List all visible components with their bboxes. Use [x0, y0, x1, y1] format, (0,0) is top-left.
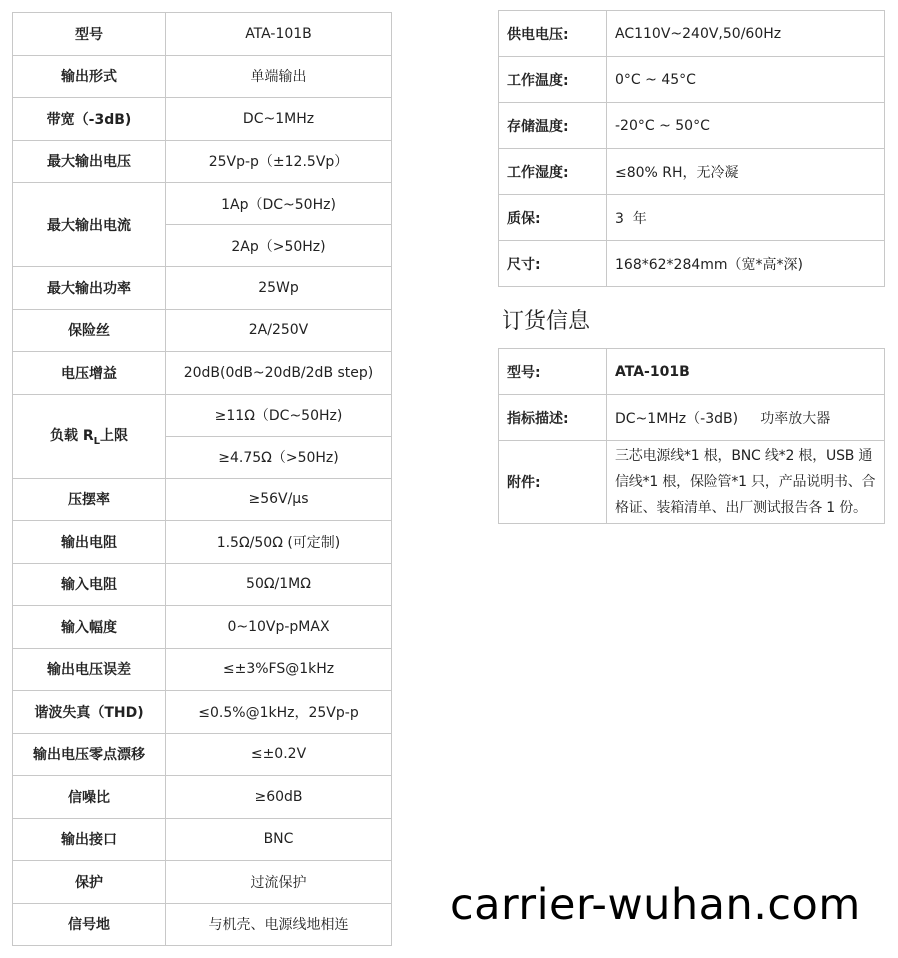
power-value: 168*62*284mm（宽*高*深) — [607, 241, 885, 287]
spec-value: 1Ap（DC~50Hz) — [166, 183, 392, 225]
table-row — [13, 776, 392, 819]
power-value: ≤80% RH，无冷凝 — [607, 149, 885, 195]
table-row — [499, 395, 885, 441]
spec-value: 与机壳、电源线地相连 — [166, 903, 392, 946]
spec-value: 0~10Vp-pMAX — [166, 606, 392, 649]
spec-value: ≥56V/μs — [166, 478, 392, 521]
table-row — [13, 861, 392, 904]
table-row — [13, 267, 392, 310]
table-row — [499, 57, 885, 103]
spec-value: 单端输出 — [166, 55, 392, 98]
table-row — [13, 98, 392, 141]
spec-key: 输入幅度 — [13, 606, 166, 649]
spec-key: 最大输出电压 — [13, 140, 166, 183]
table-row — [13, 903, 392, 946]
spec-key: 输出接口 — [13, 818, 166, 861]
table-row — [13, 309, 392, 352]
power-key: 工作温度: — [499, 57, 607, 103]
spec-value: 过流保护 — [166, 861, 392, 904]
power-key: 尺寸: — [499, 241, 607, 287]
spec-key: 信号地 — [13, 903, 166, 946]
spec-value: ≤±3%FS@1kHz — [166, 648, 392, 691]
table-row — [13, 478, 392, 521]
spec-key: 输入电阻 — [13, 563, 166, 606]
table-row — [13, 55, 392, 98]
table-row — [13, 733, 392, 776]
table-row — [499, 349, 885, 395]
order-value: 三芯电源线*1 根，BNC 线*2 根，USB 通信线*1 根，保险管*1 只，产品说明书、合格证、装箱清单、出厂测试报告各 1 份。 — [607, 441, 885, 524]
order-value: ATA-101B — [607, 349, 885, 395]
table-row — [499, 11, 885, 57]
table-row — [499, 149, 885, 195]
table-row — [13, 352, 392, 395]
spec-key: 输出形式 — [13, 55, 166, 98]
spec-value: ≥4.75Ω（>50Hz) — [166, 436, 392, 478]
order-key: 型号: — [499, 349, 607, 395]
spec-table — [12, 12, 392, 946]
power-key: 质保: — [499, 195, 607, 241]
table-row — [13, 521, 392, 564]
power-value: -20°C ~ 50°C — [607, 103, 885, 149]
spec-key: 带宽（-3dB) — [13, 98, 166, 141]
spec-value: ≤±0.2V — [166, 733, 392, 776]
load-key-tail: 上限 — [100, 428, 129, 445]
spec-key: 谐波失真（THD) — [13, 691, 166, 734]
table-row — [13, 691, 392, 734]
spec-key: 最大输出电流 — [13, 183, 166, 267]
power-table — [498, 10, 885, 287]
spec-key: 保护 — [13, 861, 166, 904]
spec-key-load — [13, 394, 166, 478]
spec-key: 输出电阻 — [13, 521, 166, 564]
spec-value: 50Ω/1MΩ — [166, 563, 392, 606]
spec-value: 2Ap（>50Hz) — [166, 225, 392, 267]
power-value: 3 年 — [607, 195, 885, 241]
spec-key: 电压增益 — [13, 352, 166, 395]
spec-value: 25Vp-p（±12.5Vp） — [166, 140, 392, 183]
spec-value: ≥60dB — [166, 776, 392, 819]
power-key: 工作湿度: — [499, 149, 607, 195]
order-value: DC~1MHz（-3dB) 功率放大器 — [607, 395, 885, 441]
spec-value: 25Wp — [166, 267, 392, 310]
table-row — [499, 195, 885, 241]
table-row — [13, 606, 392, 649]
spec-value: ATA-101B — [166, 13, 392, 56]
spec-key: 压摆率 — [13, 478, 166, 521]
table-row — [499, 441, 885, 524]
spec-value: ≤0.5%@1kHz，25Vp-p — [166, 691, 392, 734]
power-key: 存储温度: — [499, 103, 607, 149]
table-row — [13, 563, 392, 606]
table-row — [13, 394, 392, 436]
spec-value: 20dB(0dB~20dB/2dB step) — [166, 352, 392, 395]
watermark-text: carrier-wuhan.com — [450, 880, 861, 930]
load-key-main: 负载 R — [49, 428, 94, 445]
spec-value: 1.5Ω/50Ω (可定制) — [166, 521, 392, 564]
table-row — [13, 183, 392, 225]
order-key: 指标描述: — [499, 395, 607, 441]
spec-value: DC~1MHz — [166, 98, 392, 141]
spec-key: 输出电压零点漂移 — [13, 733, 166, 776]
power-value: 0°C ~ 45°C — [607, 57, 885, 103]
table-row — [13, 140, 392, 183]
spec-key: 保险丝 — [13, 309, 166, 352]
spec-value: 2A/250V — [166, 309, 392, 352]
order-table — [498, 348, 885, 524]
table-row — [13, 648, 392, 691]
power-value: AC110V~240V,50/60Hz — [607, 11, 885, 57]
spec-key: 型号 — [13, 13, 166, 56]
spec-key: 信噪比 — [13, 776, 166, 819]
spec-value: BNC — [166, 818, 392, 861]
spec-key: 输出电压误差 — [13, 648, 166, 691]
spec-value: ≥11Ω（DC~50Hz) — [166, 394, 392, 436]
order-key: 附件: — [499, 441, 607, 524]
table-row — [13, 13, 392, 56]
table-row — [499, 241, 885, 287]
table-row — [499, 103, 885, 149]
order-info-heading: 订货信息 — [502, 309, 591, 334]
power-key: 供电电压: — [499, 11, 607, 57]
table-row — [13, 818, 392, 861]
spec-key: 最大输出功率 — [13, 267, 166, 310]
load-key-subscript: L — [93, 435, 101, 447]
